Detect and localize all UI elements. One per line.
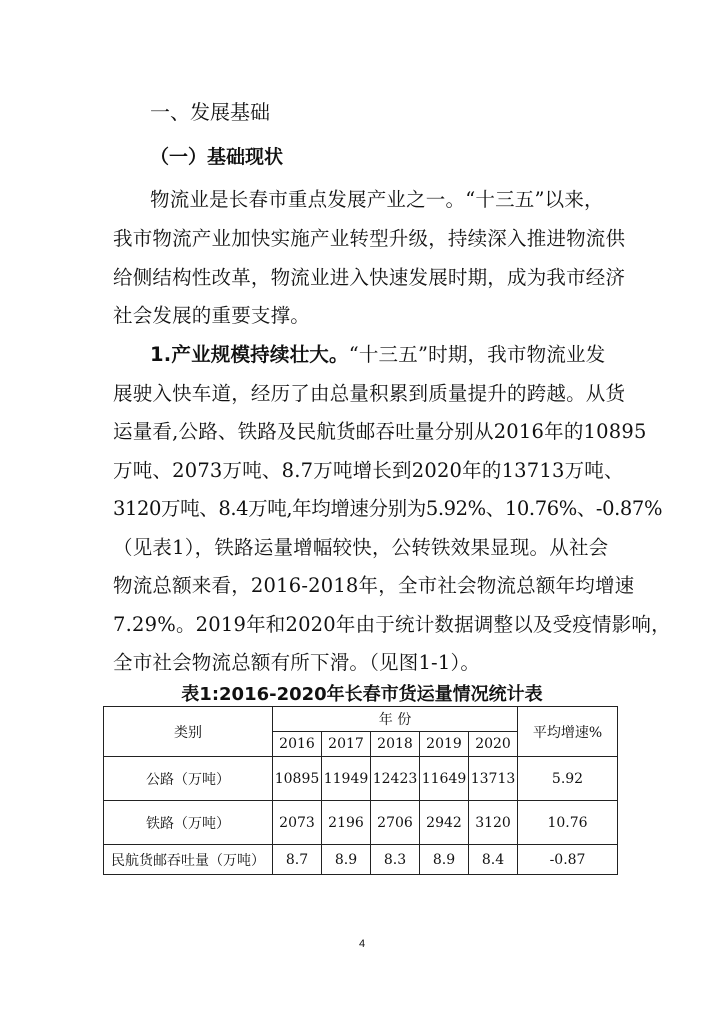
row-label: 公路（万吨） [104,757,273,801]
freight-table [103,706,618,875]
row-label: 铁路（万吨） [104,801,273,845]
data-cell: 2196 [322,801,371,845]
paragraph-line [150,339,605,367]
data-cell: 8.7 [273,845,322,875]
data-cell: 8.3 [371,845,420,875]
growth-cell: -0.87 [518,845,618,875]
table-row [104,801,618,845]
paragraph-line: 我市物流产业加快实施产业转型升级，持续深入推进物流供 [113,227,626,250]
data-cell: 3120 [469,801,518,845]
paragraph-line: 社会发展的重要支撑。 [113,304,311,327]
header-growth: 平均增速% [518,707,618,757]
paragraph-text: “十三五”时期，我市物流业发 [348,343,606,366]
header-year: 年 份 [273,707,518,732]
row-label: 民航货邮吞吐量（万吨） [104,845,273,875]
data-cell: 12423 [371,757,420,801]
paragraph-line: 全市社会物流总额有所下滑。（见图1-1）。 [113,651,481,674]
point-heading: 1.产业规模持续壮大。 [150,343,349,366]
data-cell: 11949 [322,757,371,801]
data-cell: 8.9 [420,845,469,875]
growth-cell: 5.92 [518,757,618,801]
year-cell: 2019 [420,732,469,757]
year-cell: 2016 [273,732,322,757]
growth-cell: 10.76 [518,801,618,845]
header-category: 类别 [104,707,273,757]
subsection-heading: （一）基础现状 [150,146,284,168]
paragraph-line: 物流总额来看，2016-2018年，全市社会物流总额年均增速 [113,574,635,597]
data-cell: 10895 [273,757,322,801]
table-row [104,757,618,801]
table-row [104,845,618,875]
table-caption: 表1:2016-2020年长春市货运量情况统计表 [181,684,543,705]
page-number: 4 [358,938,366,950]
data-cell: 8.9 [322,845,371,875]
data-cell: 8.4 [469,845,518,875]
year-cell: 2017 [322,732,371,757]
section-heading: 一、发展基础 [150,100,270,124]
paragraph-line: （见表1），铁路运量增幅较快，公转铁效果显现。从社会 [113,536,609,559]
paragraph-line: 给侧结构性改革，物流业进入快速发展时期，成为我市经济 [113,266,626,289]
paragraph-line: 3120万吨、8.4万吨,年均增速分别为5.92%、10.76%、-0.87% [113,497,663,520]
data-cell: 11649 [420,757,469,801]
year-cell: 2020 [469,732,518,757]
paragraph-line: 物流业是长春市重点发展产业之一。“十三五”以来， [150,188,604,211]
paragraph-line: 万吨、2073万吨、8.7万吨增长到2020年的13713万吨、 [113,459,624,482]
paragraph-line: 展驶入快车道，经历了由总量积累到质量提升的跨越。从货 [113,382,626,405]
paragraph-line: 7.29%。2019年和2020年由于统计数据调整以及受疫情影响， [113,613,671,636]
data-cell: 2706 [371,801,420,845]
data-cell: 13713 [469,757,518,801]
data-cell: 2073 [273,801,322,845]
year-cell: 2018 [371,732,420,757]
paragraph-line: 运量看,公路、铁路及民航货邮吞吐量分别从2016年的10895 [113,420,647,443]
data-cell: 2942 [420,801,469,845]
